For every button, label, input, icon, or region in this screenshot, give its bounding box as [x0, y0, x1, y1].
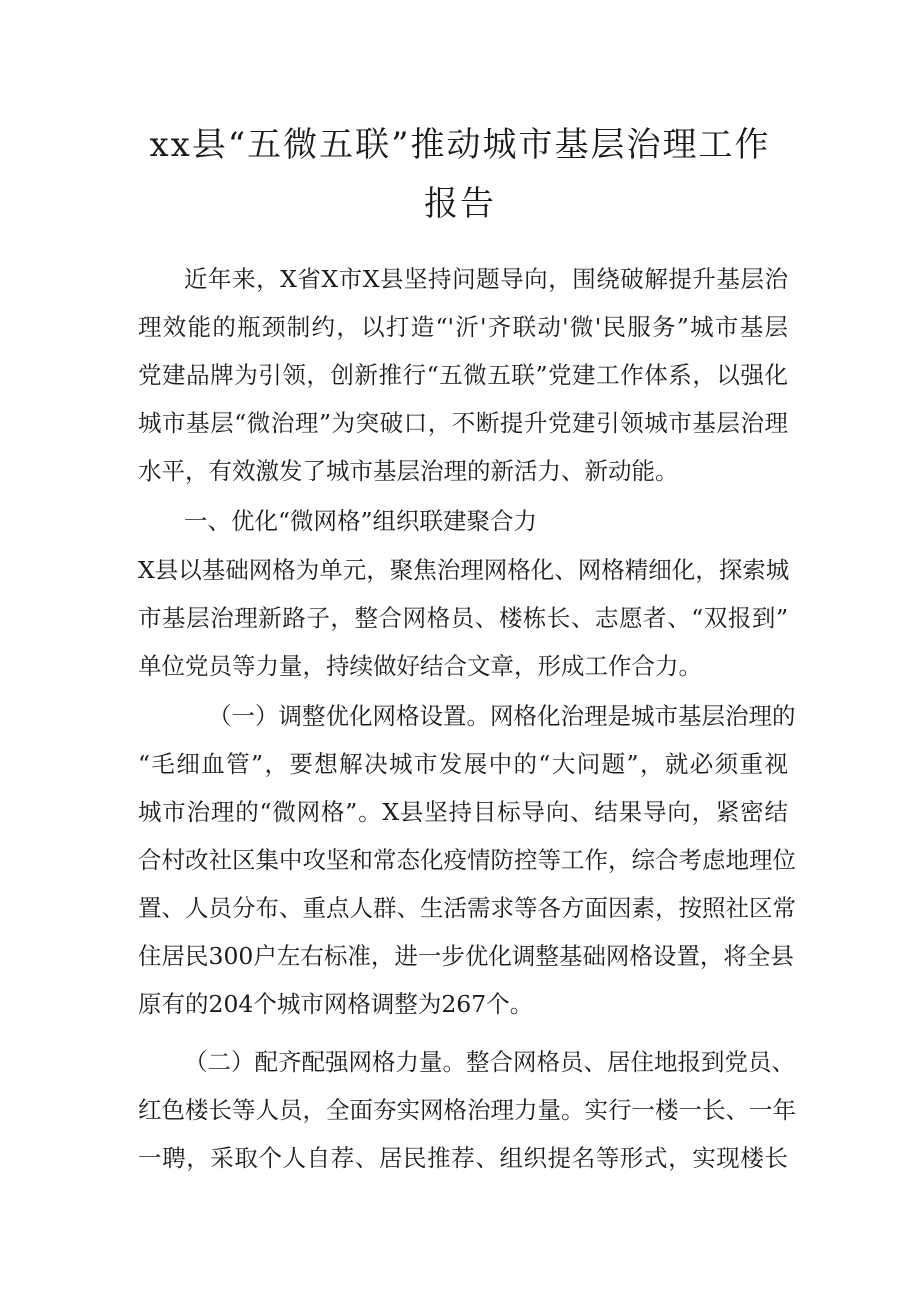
paragraph-line: 原有的204个城市网格调整为267个。	[138, 990, 534, 1018]
paragraph-line: （二）配齐配强网格力量。整合网格员、居住地报到党员、	[184, 1048, 795, 1076]
paragraph-line: 一聘，采取个人自荐、居民推荐、组织提名等形式，实现楼长	[138, 1144, 788, 1172]
paragraph-line: 近年来，X省X市X县坚持问题导向，围绕破解提升基层治	[184, 265, 788, 293]
paragraph-line: 城市治理的“微网格”。X县坚持目标导向、结果导向，紧密结	[138, 798, 788, 826]
paragraph-line: 水平，有效激发了城市基层治理的新活力、新动能。	[138, 457, 679, 485]
paragraph-line: 理效能的瓶颈制约，以打造“'沂'齐联动'微'民服务”城市基层	[138, 313, 788, 341]
section-heading: 一、优化“微网格”组织联建聚合力	[184, 507, 538, 535]
paragraph-line: X县以基础网格为单元，聚焦治理网格化、网格精细化，探索城	[138, 556, 790, 584]
paragraph-line: （一）调整优化网格设置。网格化治理是城市基层治理的	[208, 702, 796, 730]
paragraph-line: 合村改社区集中攻坚和常态化疫情防控等工作，综合考虑地理位	[138, 846, 796, 874]
paragraph-line: 城市基层“微治理”为突破口，不断提升党建引领城市基层治理	[138, 409, 788, 437]
paragraph-line: 住居民300户左右标准，进一步优化调整基础网格设置，将全县	[138, 942, 794, 970]
paragraph-line: 红色楼长等人员，全面夯实网格治理力量。实行一楼一长、一年	[138, 1096, 796, 1124]
paragraph-line: 置、人员分布、重点人群、生活需求等各方面因素，按照社区常	[138, 894, 796, 922]
paragraph-line: 党建品牌为引领，创新推行“五微五联”党建工作体系，以强化	[138, 361, 788, 389]
paragraph-line: 市基层治理新路子，整合网格员、楼栋长、志愿者、“双报到”	[138, 604, 788, 632]
document-title-line-1: xx县“五微五联”推动城市基层治理工作	[149, 125, 771, 165]
paragraph-line: “毛细血管”，要想解决城市发展中的“大问题”，就必须重视	[138, 750, 788, 778]
document-title-line-2: 报告	[424, 184, 496, 224]
paragraph-line: 单位党员等力量，持续做好结合文章，形成工作合力。	[138, 652, 702, 680]
